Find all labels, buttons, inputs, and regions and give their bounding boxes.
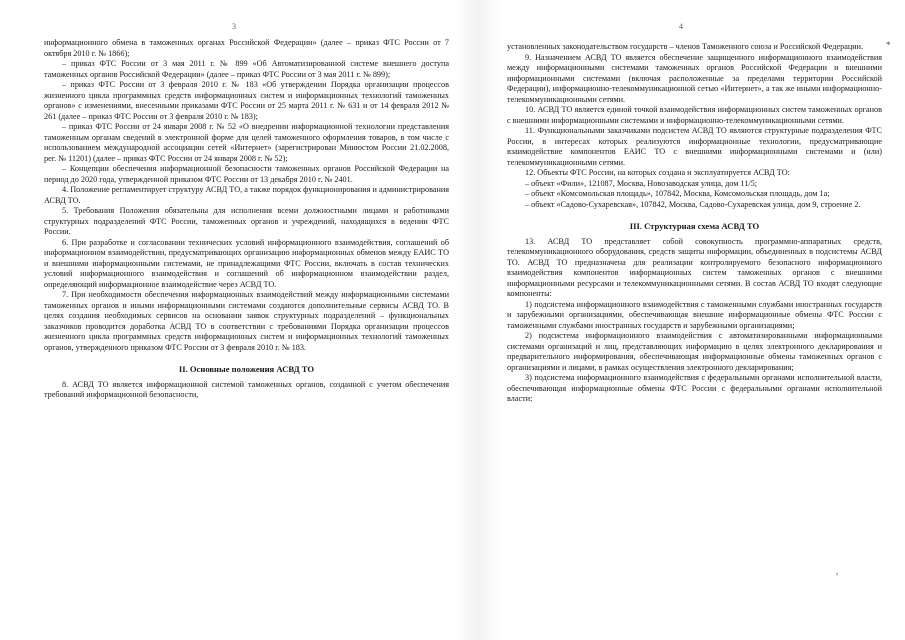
paragraph: 8. АСВД ТО является информационной системой таможенных органов, созданной с учетом обеспечения требований информационной безопасности, [44,379,449,399]
paragraph: установленных законодательством государств – членов Таможенного союза и Российской Федерации. [507,42,864,51]
paragraph: 7. При необходимости обеспечения информационных взаимодействий между информационными системами таможенных органов и иными информационными системами создаются дополнительные сервисы АСВД ТО. В целях создания необходимых сервисов на основании заявок структурных подразделений – функциональных заказчиков проводится доработка АСВД ТО в соответствии с требованиями Порядка организации процессов жизненного цикла программных средств информационных систем и информационных технологий таможенных органов, утвержденного приказом ФТС России от 3 февраля 2010 г. № 183. [44,290,449,352]
paragraph: информационного обмена в таможенных органах Российской Федерации» (далее – приказ ФТС России от 7 октября 2010 г. № 1866); [44,38,449,58]
paragraph: – объект «Садово-Сухаревская», 107842, Москва, Садово-Сухаревская улица, дом 9, строение 2. [525,199,861,209]
paragraph: 4. Положение регламентирует структуру АСВД ТО, а также порядок функционирования и администрирования АСВД ТО. [44,185,449,205]
left-page-number: 3 [232,22,236,31]
paragraph: – объект «Фили», 121087, Москва, Новозаводская улица, дом 11/5; [525,178,757,188]
paragraph: – приказ ФТС России от 3 февраля 2010 г. № 183 «Об утверждении Порядка организации процессов жизненного цикла программных средств информационных систем и информационных технологий таможенных органов» с изменениями, внесенными приказами ФТС России от 25 марта 2011 г. № 631 и от 14 февраля 2012 № 261 (далее – приказ ФТС России от 3 февраля 2010 г. № 183); [44,80,449,121]
paragraph: – приказ ФТС России от 3 мая 2011 г. № 899 «Об Автоматизированной системе внешнего доступа таможенных органов Российской Федерации» (далее – приказ ФТС России от 3 мая 2011 г. № 899); [44,59,449,79]
paragraph: 11. Функциональными заказчиками подсистем АСВД ТО являются структурные подразделения ФТС России, в интересах которых реализуются информационные технологии, предусматривающие взаимодействие компонентов ЕАИС ТО с внешними информационными системами и (или) телекоммуникационными сетями. [507,126,882,167]
paragraph: 5. Требования Положения обязательны для исполнения всеми должностными лицами и работниками структурных подразделений ФТС России, таможенных органов и учреждений, находящихся в ведении ФТС России. [44,206,449,236]
paragraph: – приказ ФТС России от 24 января 2008 г. № 52 «О внедрении информационной технологии представления таможенным органам сведений в электронной форме для целей таможенного оформления товаров, в том числе с использованием международной ассоциации сетей «Интернет» (зарегистрирован Минюстом России 21.02.2008, рег. № 11201) (далее – приказ ФТС России от 24 января 2008 г. № 52); [44,122,449,163]
section-heading: III. Структурная схема АСВД ТО [629,221,760,231]
paragraph: 13. АСВД ТО представляет собой совокупность программно-аппаратных средств, телекоммуникационного оборудования, средств защиты информации, объединенных в подсистемы АСВД ТО. АСВД ТО предназначена для реализации контролируемого безопасного информационного взаимодействия компонентов информационных систем таможенных органов с внешними информационными ресурсами и телекоммуникационными сетями. В состав АСВД ТО входят следующие компоненты: [507,236,882,298]
paragraph: 12. Объекты ФТС России, на которых создана и эксплуатируется АСВД ТО: [525,168,790,177]
stray-mark: * [886,40,891,50]
left-page-body [44,38,449,401]
paragraph: 10. АСВД ТО является единой точкой взаимодействия информационных систем таможенных органов с внешними информационными системами и информационно-телекоммуникационными сетями. [507,105,882,125]
paragraph: 1) подсистема информационного взаимодействия с таможенными службами иностранных государств и зарубежными организациями, обеспечивающая внешние информационные обмены ФТС России с таможенными службами иностранных государств и зарубежными организациями; [507,299,882,330]
paragraph: 3) подсистема информационного взаимодействия с федеральными органами исполнительной власти, обеспечивающая информационные обмены ФТС России с федеральными органами исполнительной власти; [507,373,882,403]
paragraph: 2) подсистема информационного взаимодействия с автоматизированными информационными системами организаций и лиц, представляющих информацию в целях электронного декларирования и предварительного информирования, обеспечивающая информационные обмены таможенных органов с организациями и лицами, в рамках осуществления электронного декларирования; [507,331,882,372]
page-binding-shadow [453,0,503,640]
paragraph: – объект «Комсомольская площадь», 107842, Москва, Комсомольская площадь, дом 1а; [525,189,830,198]
left-page [44,0,449,640]
right-page [507,0,882,640]
paragraph: 9. Назначением АСВД ТО является обеспечение защищенного информационного взаимодействия между информационными системами таможенных органов Российской Федерации и внешними информационными системами (включая расположенные за пределами территории Российской Федерации), информационно-телекоммуникационной сетью «Интернет», а так же иными информационно-телекоммуникационными сетями. [507,52,882,104]
paragraph: – Концепции обеспечения информационной безопасности таможенных органов Российской Федерации на период до 2020 года, утвержденной приказом ФТС России от 13 декабря 2010 г. № 2401. [44,164,449,184]
stray-mark: , [836,566,839,576]
section-heading: II. Основные положения АСВД ТО [178,364,315,374]
right-page-number: 4 [679,22,683,31]
paragraph: 6. При разработке и согласовании технических условий информационного взаимодействия, соглашений об информационном взаимодействии, предусматривающих организацию информационных обменов между ЕАИС ТО и внешними информационными системами, не принадлежащими ФТС России, включать в состав технических условий информационного взаимодействия и соглашений об информационном взаимодействии раздел, определяющий информационное взаимодействие через АСВД ТО. [44,237,449,289]
right-page-body [507,42,882,405]
